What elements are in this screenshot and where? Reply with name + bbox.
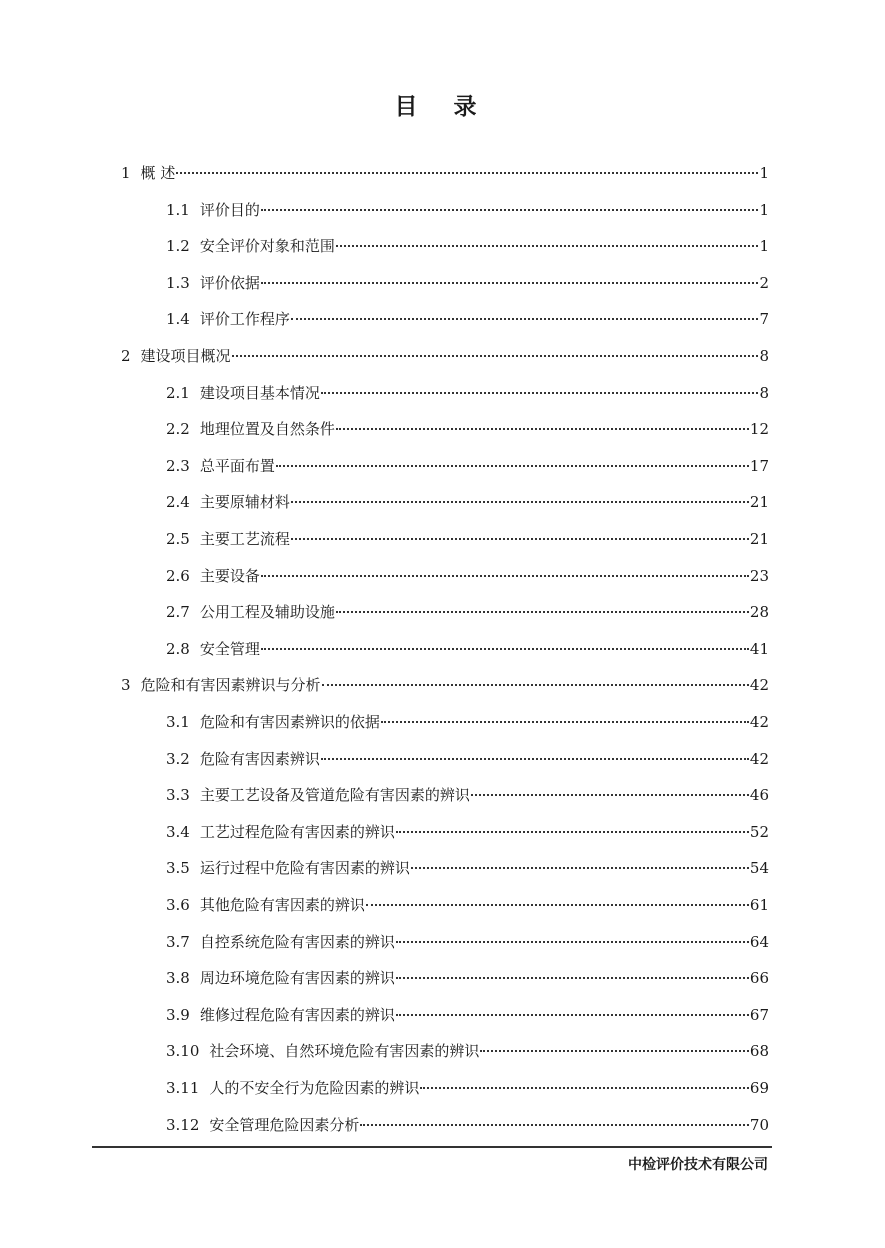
toc-entry-number: 3.9 (166, 1005, 190, 1024)
toc-entry[interactable] (166, 819, 769, 845)
toc-entry-number: 2.3 (166, 456, 190, 475)
toc-entry-label: 主要设备 (199, 566, 260, 585)
toc-entry[interactable] (166, 197, 769, 223)
toc-entry-label: 概 述 (140, 164, 176, 182)
toc-dot-leader (261, 282, 759, 284)
toc-entry-page: 52 (749, 822, 769, 841)
toc-entry-number: 3.7 (166, 932, 190, 951)
toc-entry-page: 67 (749, 1005, 769, 1024)
toc-dot-leader (396, 1014, 749, 1016)
toc-entry[interactable] (166, 1002, 769, 1028)
toc-entry-page: 54 (749, 859, 769, 878)
toc-entry-page: 42 (749, 713, 769, 731)
toc-entry-number: 1 (121, 164, 131, 182)
toc-entry-page: 7 (759, 310, 769, 329)
toc-entry-page: 68 (749, 1042, 769, 1061)
toc-entry[interactable] (166, 709, 769, 735)
toc-dot-leader (366, 904, 749, 906)
toc-entry-number: 1.1 (166, 200, 190, 219)
toc-entry-page: 61 (749, 896, 769, 914)
toc-entry-label: 评价依据 (199, 273, 260, 292)
toc-entry-label: 自控系统危险有害因素的辨识 (199, 932, 395, 951)
toc-entry-page: 1 (759, 200, 769, 219)
toc-entry-label: 危险有害因素辨识 (199, 749, 320, 768)
toc-entry-page: 12 (749, 420, 769, 439)
toc-entry-number: 1.2 (166, 237, 190, 256)
toc-entry-label: 安全管理 (199, 639, 260, 658)
toc-entry[interactable] (166, 965, 769, 991)
toc-entry[interactable] (166, 892, 769, 918)
toc-entry[interactable] (166, 1112, 769, 1138)
page-title: 目 录 (394, 94, 491, 120)
toc-dot-leader (396, 941, 749, 943)
toc-dot-leader (176, 172, 758, 174)
toc-entry-label: 危险和有害因素辨识的依据 (199, 713, 380, 731)
toc-entry[interactable] (166, 489, 769, 515)
toc-entry[interactable] (166, 746, 769, 772)
toc-dot-leader (381, 721, 749, 723)
toc-entry-page: 28 (749, 603, 769, 622)
toc-dot-leader (261, 575, 749, 577)
toc-entry-label: 评价目的 (199, 200, 260, 219)
toc-entry-label: 安全管理危险因素分析 (209, 1115, 360, 1134)
toc-entry-page: 2 (759, 273, 769, 292)
toc-entry-label: 维修过程危险有害因素的辨识 (199, 1005, 395, 1024)
toc-entry-page: 8 (759, 347, 769, 365)
toc-dot-leader (471, 794, 749, 796)
toc-entry-label: 主要工艺设备及管道危险有害因素的辨识 (199, 786, 470, 805)
toc-entry[interactable] (166, 380, 769, 406)
toc-dot-leader (336, 245, 759, 247)
toc-entry-page: 70 (749, 1115, 769, 1134)
toc-entry-page: 17 (749, 456, 769, 475)
toc-entry[interactable] (166, 453, 769, 479)
toc-entry-label: 其他危险有害因素的辨识 (199, 896, 365, 914)
toc-entry-label: 地理位置及自然条件 (199, 420, 335, 439)
toc-entry-number: 3.4 (166, 822, 190, 841)
toc-entry-label: 公用工程及辅助设施 (199, 603, 335, 622)
toc-entry-page: 66 (749, 969, 769, 988)
toc-entry-number: 3.3 (166, 786, 190, 805)
toc-dot-leader (322, 684, 749, 686)
toc-entry-label: 主要工艺流程 (199, 530, 290, 548)
toc-entry[interactable] (166, 855, 769, 881)
toc-entry[interactable] (166, 416, 769, 442)
toc-entry-number: 3.2 (166, 749, 190, 768)
toc-entry[interactable] (166, 599, 769, 625)
toc-entry-number: 2.8 (166, 639, 190, 658)
toc-dot-leader (291, 501, 749, 503)
toc-entry[interactable] (121, 672, 769, 698)
toc-entry-page: 46 (749, 786, 769, 805)
toc-entry-number: 3.10 (166, 1042, 200, 1061)
toc-dot-leader (396, 831, 749, 833)
toc-dot-leader (232, 355, 759, 357)
toc-dot-leader (336, 611, 749, 613)
toc-entry-number: 2.2 (166, 420, 190, 439)
toc-dot-leader (321, 392, 759, 394)
toc-entry-number: 1.3 (166, 273, 190, 292)
toc-entry-number: 3.6 (166, 896, 190, 914)
toc-entry[interactable] (166, 1075, 769, 1101)
toc-entry-number: 1.4 (166, 310, 190, 329)
toc-dot-leader (396, 977, 749, 979)
toc-entry-number: 2 (121, 347, 131, 365)
toc-entry[interactable] (166, 306, 769, 332)
toc-dot-leader (420, 1087, 748, 1089)
toc-entry-number: 3.1 (166, 713, 190, 731)
toc-entry-label: 运行过程中危险有害因素的辨识 (199, 859, 410, 878)
toc-entry[interactable] (166, 526, 769, 552)
toc-entry[interactable] (166, 563, 769, 589)
toc-entry-label: 社会环境、自然环境危险有害因素的辨识 (209, 1042, 480, 1061)
toc-entry-page: 1 (759, 164, 769, 182)
toc-dot-leader (261, 209, 759, 211)
toc-dot-leader (261, 648, 749, 650)
toc-entry[interactable] (121, 343, 769, 369)
toc-entry-label: 评价工作程序 (199, 310, 290, 329)
toc-entry-page: 41 (749, 639, 769, 658)
toc-entry[interactable] (166, 270, 769, 296)
toc-entry-number: 3.5 (166, 859, 190, 878)
toc-entry-label: 工艺过程危险有害因素的辨识 (199, 822, 395, 841)
toc-dot-leader (480, 1050, 748, 1052)
toc-entry-label: 人的不安全行为危险因素的辨识 (209, 1079, 420, 1097)
toc-dot-leader (360, 1124, 748, 1126)
footer-divider (92, 1146, 772, 1148)
toc-entry[interactable] (166, 1038, 769, 1064)
toc-dot-leader (321, 758, 749, 760)
toc-entry[interactable] (166, 782, 769, 808)
toc-entry-number: 2.1 (166, 383, 190, 402)
toc-entry-number: 3.11 (166, 1079, 200, 1097)
toc-entry-page: 64 (749, 932, 769, 951)
toc-entry-number: 2.4 (166, 493, 190, 512)
toc-entry-page: 21 (749, 493, 769, 512)
toc-entry-number: 2.7 (166, 603, 190, 622)
toc-entry-number: 3.12 (166, 1115, 200, 1134)
toc-entry-number: 3.8 (166, 969, 190, 988)
toc-entry-number: 3 (121, 676, 131, 695)
toc-entry-label: 危险和有害因素辨识与分析 (140, 676, 321, 695)
toc-entry-label: 建设项目概况 (140, 347, 231, 365)
toc-entry[interactable] (166, 636, 769, 662)
toc-entry-page: 42 (749, 676, 769, 695)
toc-entry-label: 安全评价对象和范围 (199, 237, 335, 256)
toc-entry-page: 1 (759, 237, 769, 256)
toc-entry-page: 8 (759, 383, 769, 402)
toc-entry[interactable] (121, 160, 769, 186)
toc-dot-leader (291, 538, 749, 540)
toc-entry-label: 总平面布置 (199, 456, 275, 475)
toc-entry-label: 主要原辅材料 (199, 493, 290, 512)
toc-entry-number: 2.5 (166, 530, 190, 548)
toc-entry-number: 2.6 (166, 566, 190, 585)
toc-entry[interactable] (166, 929, 769, 955)
toc-dot-leader (411, 867, 749, 869)
toc-dot-leader (291, 318, 759, 320)
toc-entry-page: 42 (749, 749, 769, 768)
toc-entry-label: 建设项目基本情况 (199, 383, 320, 402)
toc-entry-page: 69 (749, 1079, 769, 1097)
toc-entry-page: 21 (749, 530, 769, 548)
toc-entry-page: 23 (749, 566, 769, 585)
footer-company: 中检评价技术有限公司 (628, 1157, 768, 1173)
toc-dot-leader (336, 428, 749, 430)
toc-dot-leader (276, 465, 749, 467)
toc-entry-label: 周边环境危险有害因素的辨识 (199, 969, 395, 988)
toc-entry[interactable] (166, 233, 769, 259)
